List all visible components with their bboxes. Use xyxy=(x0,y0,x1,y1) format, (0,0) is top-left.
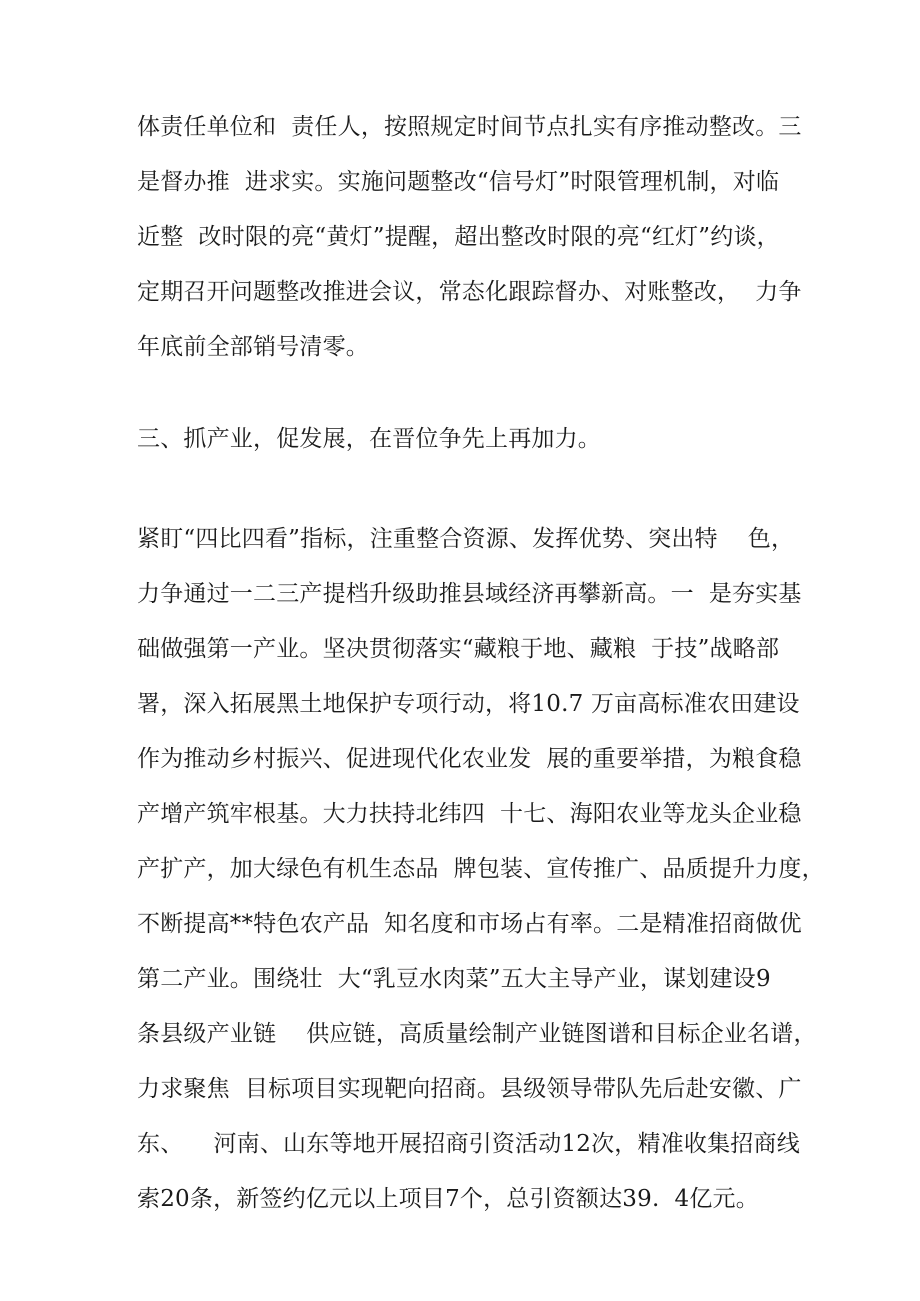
paragraph-line: 力求聚焦 目标项目实现靶向招商。县级领导带队先后赴安徽、广 xyxy=(137,1076,802,1102)
paragraph-line: 力争通过一二三产提档升级助推县域经济再攀新高。一 是夯实基 xyxy=(137,581,802,607)
paragraph-line: 第二产业。围绕壮 大“乳豆水肉菜”五大主导产业，谋划建设9 xyxy=(137,966,771,992)
paragraph-line: 础做强第一产业。坚决贯彻落实“藏粮于地、藏粮 于技”战略部 xyxy=(137,636,780,662)
paragraph-line: 条县级产业链 供应链，高质量绘制产业链图谱和目标企业名谱， xyxy=(137,1021,817,1047)
paragraph-line: 年底前全部销号清零。 xyxy=(137,334,369,360)
paragraph-line: 署，深入拓展黑土地保护专项行动，将10.7 万亩高标准农田建设 xyxy=(137,691,800,717)
paragraph-line: 体责任单位和 责任人，按照规定时间节点扎实有序推动整改。三 xyxy=(137,114,802,140)
paragraph-line: 定期召开问题整改推进会议，常态化跟踪督办、对账整改， 力争 xyxy=(137,279,802,305)
paragraph-line: 作为推动乡村振兴、促进现代化农业发 展的重要举措，为粮食稳 xyxy=(137,746,802,772)
paragraph-line: 东、 河南、山东等地开展招商引资活动12次，精准收集招商线 xyxy=(137,1131,800,1157)
paragraph-line: 近整 改时限的亮“黄灯”提醒，超出整改时限的亮“红灯”约谈， xyxy=(137,224,780,250)
paragraph-line: 产扩产，加大绿色有机生态品 牌包装、宣传推广、品质提升力度， xyxy=(137,856,825,882)
paragraph-line: 不断提高**特色农产品 知名度和市场占有率。二是精准招商做优 xyxy=(137,911,802,937)
paragraph-line: 产增产筑牢根基。大力扶持北纬四 十七、海阳农业等龙头企业稳 xyxy=(137,801,802,827)
paragraph-line: 紧盯“四比四看”指标，注重整合资源、发挥优势、突出特 色， xyxy=(137,526,795,552)
section-heading: 三、抓产业，促发展，在晋位争先上再加力。 xyxy=(137,426,601,452)
paragraph-line: 是督办推 进求实。实施问题整改“信号灯”时限管理机制，对临 xyxy=(137,169,780,195)
paragraph-line: 索20条，新签约亿元以上项目7个，总引资额达39. 4亿元。 xyxy=(137,1186,759,1212)
